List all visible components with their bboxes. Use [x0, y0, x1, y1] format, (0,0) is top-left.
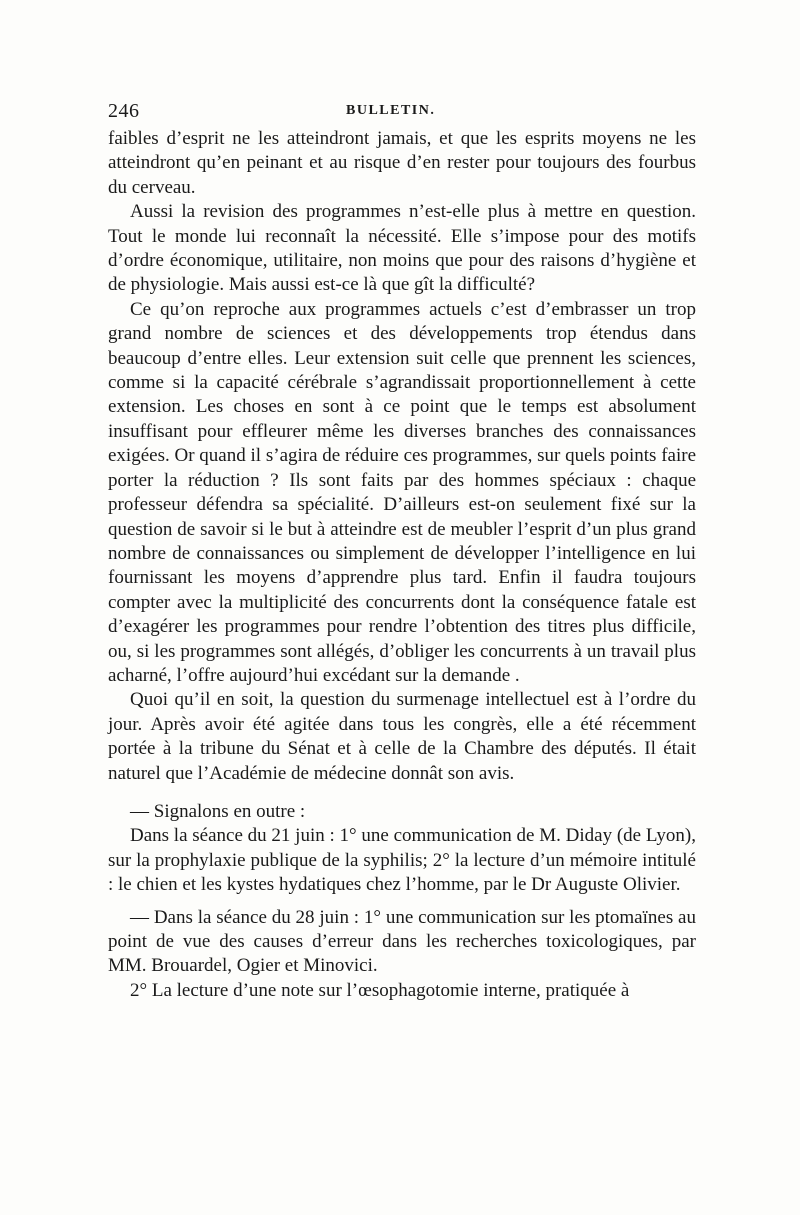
running-title: BULLETIN. — [346, 103, 436, 118]
paragraph-revision-programmes: Aussi la revision des programmes n’est-elle plus à mettre en question. Tout le monde lui reconnaît la nécessité. Elle s’impose pour des motifs d’ordre économique, utilitaire, non moins que pour des raisons d’hygiène et de physiologie. Mais aussi est-ce là que gît la difficulté? — [108, 201, 696, 296]
body-text — [108, 127, 696, 1003]
running-head — [108, 100, 696, 126]
paragraph-surmenage: Quoi qu’il en soit, la question du surmenage intellectuel est à l’ordre du jour. Après avoir été agitée dans tous les congrès, elle a été récemment portée à la tribune du Sénat et à celle de la Chambre des députés. Il était naturel que l’Académie de médecine donnât son avis. — [108, 689, 696, 784]
page-number: 246 — [108, 100, 140, 122]
paragraph-seance-21-juin: Dans la séance du 21 juin : 1° une communication de M. Diday (de Lyon), sur la prophylaxie publique de la syphilis; 2° la lecture d’un mémoire intitulé : le chien et les kystes hydatiques chez l’homme, par le Dr Auguste Olivier. — [108, 825, 696, 896]
paragraph-continuation: faibles d’esprit ne les atteindront jamais, et que les esprits moyens ne les atteindront qu’en peinant et au risque d’en rester pour toujours des fourbus du cerveau. — [108, 128, 696, 198]
paragraph-reproche-programmes: Ce qu’on reproche aux programmes actuels c’est d’embrasser un trop grand nombre de sciences et des développements trop étendus dans beaucoup d’entre elles. Leur extension suit celle que prennent les sciences, comme si la capacité cérébrale s’agrandissait proportionnellement à cette extension. Les choses en sont à ce point que le temps est absolument insuffisant pour effleurer même les diverses branches des connaissances exigées. Or quand il s’agira de réduire ces programmes, sur quels points faire porter la réduction ? Ils sont faits par des hommes spéciaux : chaque professeur défendra sa spécialité. D’ailleurs est-on seulement fixé sur la question de savoir si le but à atteindre est de meubler l’esprit d’un plus grand nombre de connaissances ou simplement de développer l’intelligence en lui fournissant les moyens d’apprendre plus tard. Enfin il faudra toujours compter avec la multiplicité des concurrents dont la conséquence fatale est d’exagérer les programmes pour rendre l’obtention des titres plus difficile, ou, si les programmes sont allégés, d’obliger les concurrents à un travail plus acharné, l’offre aujourd’hui excédant sur la demande . — [108, 298, 696, 686]
paragraph-seance-28-juin: — Dans la séance du 28 juin : 1° une communication sur les ptomaïnes au point de vue des causes d’erreur dans les recherches toxicologiques, par MM. Brouardel, Ogier et Minovici. — [108, 906, 696, 977]
paragraph-note-oesophagotomie: 2° La lecture d’une note sur l’œsophagotomie interne, pratiquée à — [130, 979, 630, 1001]
paragraph-signalons: — Signalons en outre : — [130, 800, 306, 822]
